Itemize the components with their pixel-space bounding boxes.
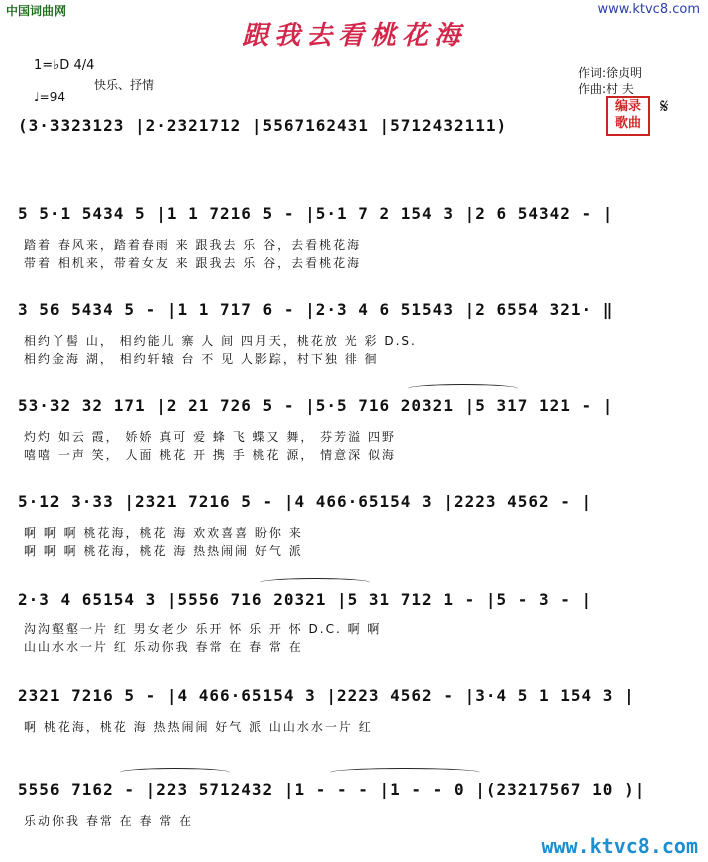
lyric-line-4b: 啊 啊 啊 桃花海，桃花 海 热热闹闹 好气 派: [24, 544, 303, 558]
footer-site-watermark[interactable]: www.ktvc8.com: [541, 834, 698, 858]
mood-marking: 快乐、抒情: [94, 78, 155, 92]
slur-arc: [408, 384, 518, 393]
lyric-line-1a: 踏着 春风来，踏着春雨 来 跟我去 乐 谷，去看桃花海: [24, 238, 362, 252]
lyric-line-7a: 乐动你我 春常 在 春 常 在: [24, 814, 194, 828]
score-system-1: 5 5·1 5434 5 |1 1 7216 5 - |5·1 7 2 154 3 |2 6 54342 - |: [18, 204, 614, 223]
lyric-line-3b: 嘻嘻 一声 笑， 人面 桃花 开 携 手 桃花 源， 情意深 似海: [24, 448, 396, 462]
key-signature: 1=♭D 4/4: [34, 58, 95, 73]
lyric-line-5a: 沟沟壑壑一片 红 男女老少 乐开 怀 乐 开 怀 D.C. 啊 啊: [24, 622, 382, 636]
editor-stamp: 编录 歌曲: [606, 96, 650, 136]
lyric-line-4a: 啊 啊 啊 桃花海，桃花 海 欢欢喜喜 盼你 来: [24, 526, 303, 540]
score-system-5: 2·3 4 65154 3 |5556 716 20321 |5 31 712 1 - |5 - 3 - |: [18, 590, 593, 609]
lyric-line-3a: 灼灼 如云 霞， 娇娇 真可 爱 蜂 飞 蝶又 舞， 芬芳溢 四野: [24, 430, 396, 444]
site-right-url[interactable]: www.ktvc8.com: [597, 2, 700, 17]
composer-credit: 作曲:村 夫: [578, 82, 634, 96]
lyricist-credit: 作词:徐贞明: [578, 66, 643, 80]
score-system-intro: (3·3323123 |2·2321712 |5567162431 |5712432111): [18, 116, 508, 135]
score-system-7: 5556 7162 - |223 5712432 |1 - - - |1 - - 0 |(23217567 10 )|: [18, 780, 646, 799]
lyric-line-6a: 啊 桃花海，桃花 海 热热闹闹 好气 派 山山水水一片 红: [24, 720, 373, 734]
score-system-2: 3 56 5434 5 - |1 1 717 6 - |2·3 4 6 51543 |2 6554 321· ‖: [18, 300, 614, 319]
slur-arc: [330, 768, 480, 777]
slur-arc: [120, 768, 230, 777]
site-left-logo: 中国词曲网: [6, 4, 67, 18]
lyric-line-2a: 相约丫髻 山， 相约能儿 寨 人 间 四月天，桃花放 光 彩 D.S.: [24, 334, 417, 348]
lyric-line-1b: 带着 相机来，带着女友 来 跟我去 乐 谷，去看桃花海: [24, 256, 362, 270]
lyric-line-2b: 相约金海 湖， 相约轩辕 台 不 见 人影踪，村下独 徘 徊: [24, 352, 379, 366]
tempo-marking: ♩=94: [34, 90, 65, 104]
lyric-line-5b: 山山水水一片 红 乐动你我 春常 在 春 常 在: [24, 640, 303, 654]
segno-icon: 𝄋: [660, 94, 669, 118]
slur-arc: [260, 578, 370, 587]
score-system-3: 53·32 32 171 |2 21 726 5 - |5·5 716 20321 |5 317 121 - |: [18, 396, 614, 415]
page-title: 跟我去看桃花海: [241, 21, 466, 51]
score-system-6: 2321 7216 5 - |4 466·65154 3 |2223 4562 - |3·4 5 1 154 3 |: [18, 686, 635, 705]
score-system-4: 5·12 3·33 |2321 7216 5 - |4 466·65154 3 |2223 4562 - |: [18, 492, 593, 511]
